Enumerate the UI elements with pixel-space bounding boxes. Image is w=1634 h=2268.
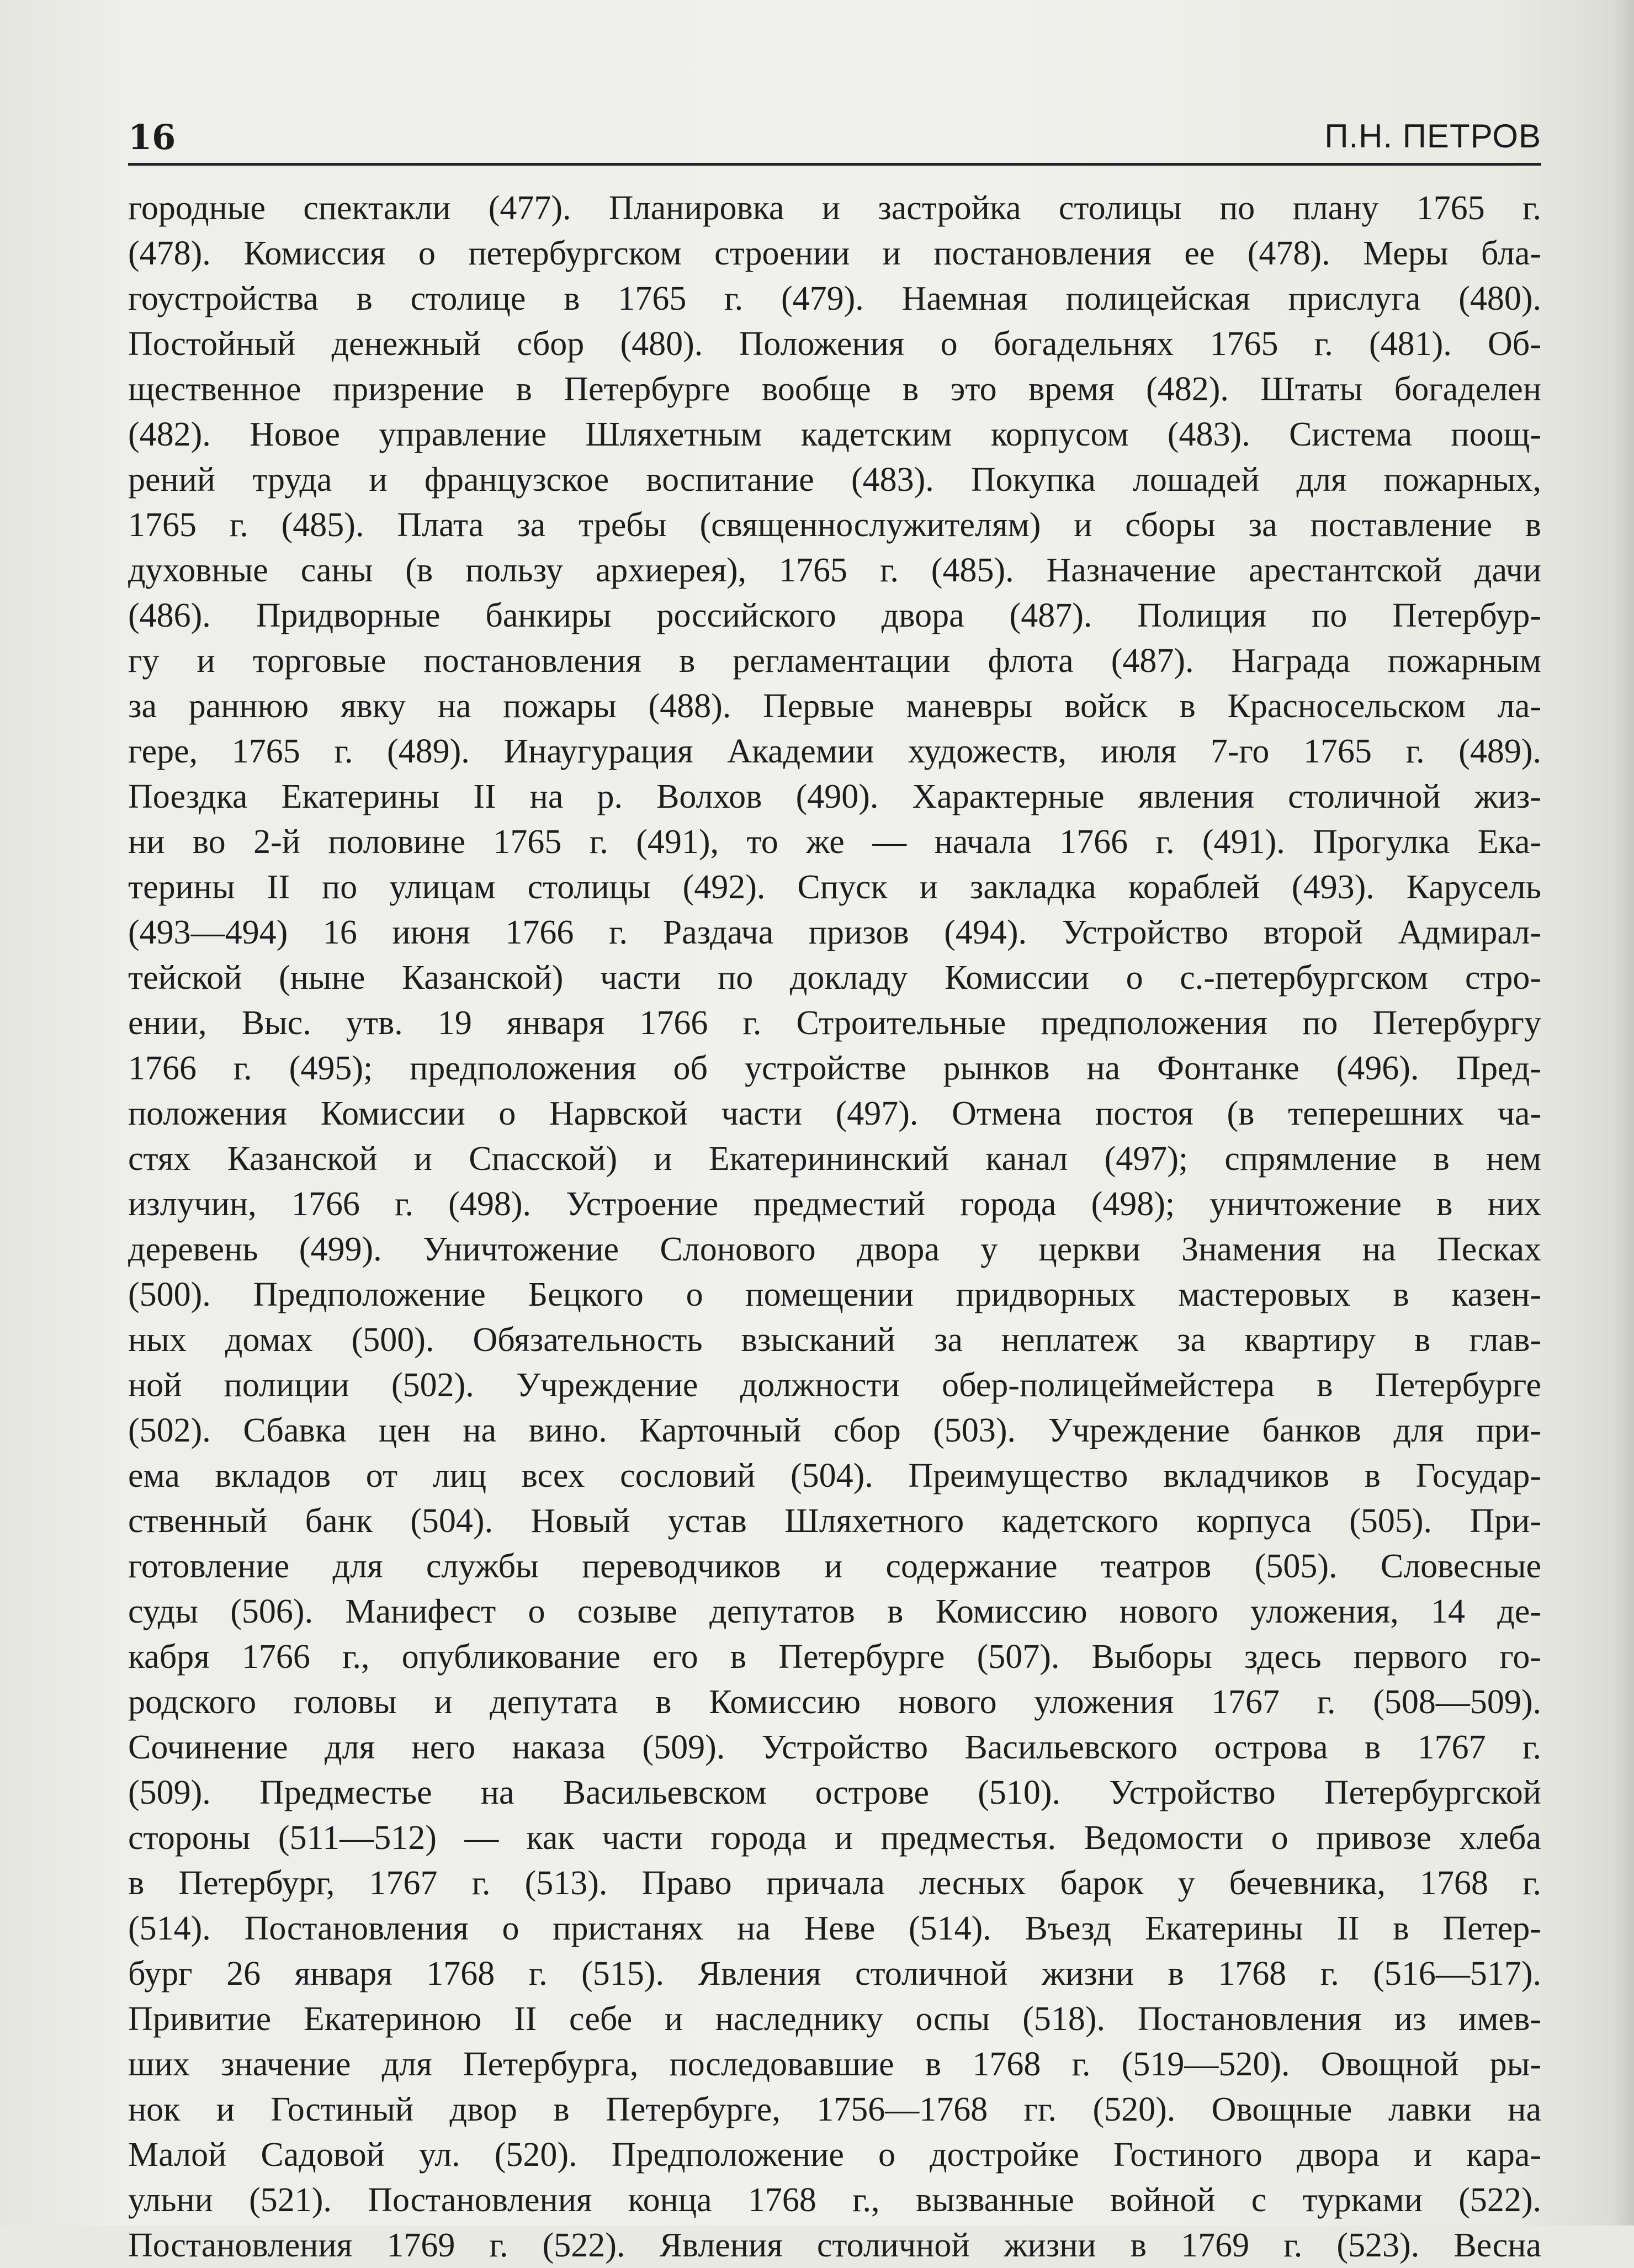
text-line: рений труда и французское воспитание (483). Покупка лошадей для пожарных, — [128, 461, 1541, 499]
text-line: гоустройства в столице в 1765 г. (479). Наемная полицейская прислуга (480). — [128, 280, 1541, 317]
text-line: духовные саны (в пользу архиерея), 1765 г. (485). Назначение арестантской дачи — [128, 552, 1541, 589]
text-line: кабря 1766 г., опубликование его в Петербурге (507). Выборы здесь первого го- — [128, 1638, 1541, 1676]
page-edge-shadow — [1612, 0, 1634, 2225]
text-line: суды (506). Манифест о созыве депутатов в Комиссию нового уложения, 14 де- — [128, 1593, 1541, 1630]
text-line: в Петербург, 1767 г. (513). Право причала лесных барок у бечевника, 1768 г. — [128, 1864, 1541, 1902]
text-line: ной полиции (502). Учреждение должности обер-полицеймейстера в Петербурге — [128, 1366, 1541, 1404]
text-line: деревень (499). Уничтожение Слонового двора у церкви Знамения на Песках — [128, 1231, 1541, 1268]
text-line: ни во 2-й половине 1765 г. (491), то же — начала 1766 г. (491). Прогулка Ека- — [128, 823, 1541, 861]
text-line: (478). Комиссия о петербургском строении и постановления ее (478). Меры бла- — [128, 235, 1541, 272]
text-line: Малой Садовой ул. (520). Предположение о достройке Гостиного двора и кара- — [128, 2136, 1541, 2174]
text-line: за раннюю явку на пожары (488). Первые маневры войск в Красносельском ла- — [128, 687, 1541, 725]
page-number: 16 — [128, 117, 176, 157]
page-header — [128, 110, 1541, 160]
text-line: тейской (ныне Казанской) части по докладу Комиссии о с.-петербургском стро- — [128, 959, 1541, 997]
text-line: 1766 г. (495); предположения об устройстве рынков на Фонтанке (496). Пред- — [128, 1050, 1541, 1087]
text-line: (493—494) 16 июня 1766 г. Раздача призов (494). Устройство второй Адмирал- — [128, 914, 1541, 951]
text-line: ших значение для Петербурга, последовавшие в 1768 г. (519—520). Овощной ры- — [128, 2046, 1541, 2083]
text-line: (500). Предположение Бецкого о помещении придворных мастеровых в казен- — [128, 1276, 1541, 1313]
running-head-author: П.Н. ПЕТРОВ — [1324, 118, 1541, 155]
text-line: городные спектакли (477). Планировка и застройка столицы по плану 1765 г. — [128, 189, 1541, 227]
body-text — [128, 186, 1541, 2268]
text-line: ема вкладов от лиц всех сословий (504). Преимущество вкладчиков в Государ- — [128, 1457, 1541, 1495]
header-rule — [128, 163, 1541, 166]
text-line: излучин, 1766 г. (498). Устроение предместий города (498); уничтожение в них — [128, 1185, 1541, 1223]
text-line: (514). Постановления о пристанях на Неве (514). Въезд Екатерины II в Петер- — [128, 1910, 1541, 1947]
text-line: бург 26 января 1768 г. (515). Явления столичной жизни в 1768 г. (516—517). — [128, 1955, 1541, 1993]
text-line: терины II по улицам столицы (492). Спуск и закладка кораблей (493). Карусель — [128, 868, 1541, 906]
text-line: стях Казанской и Спасской) и Екатерининский канал (497); спрямление в нем — [128, 1140, 1541, 1178]
text-line: Поездка Екатерины II на р. Волхов (490). Характерные явления столичной жиз- — [128, 778, 1541, 815]
text-line: нок и Гостиный двор в Петербурге, 1756—1768 гг. (520). Овощные лавки на — [128, 2091, 1541, 2128]
text-line: ных домах (500). Обязательность взысканий за неплатеж за квартиру в глав- — [128, 1321, 1541, 1359]
text-line: 1765 г. (485). Плата за требы (священнослужителям) и сборы за поставление в — [128, 506, 1541, 544]
text-line: Сочинение для него наказа (509). Устройство Васильевского острова в 1767 г. — [128, 1729, 1541, 1766]
text-line: (502). Сбавка цен на вино. Карточный сбор (503). Учреждение банков для при- — [128, 1412, 1541, 1449]
text-line: (486). Придворные банкиры российского двора (487). Полиция по Петербур- — [128, 597, 1541, 634]
text-line: Постойный денежный сбор (480). Положения о богадельнях 1765 г. (481). Об- — [128, 325, 1541, 363]
text-line: ении, Выс. утв. 19 января 1766 г. Строительные предположения по Петербургу — [128, 1004, 1541, 1042]
text-line: стороны (511—512) — как части города и предместья. Ведомости о привозе хлеба — [128, 1819, 1541, 1857]
text-line: Привитие Екатериною II себе и наследнику оспы (518). Постановления из имев- — [128, 2000, 1541, 2038]
text-line: щественное призрение в Петербурге вообще в это время (482). Штаты богаделен — [128, 370, 1541, 408]
text-line: (509). Предместье на Васильевском острове (510). Устройство Петербургской — [128, 1774, 1541, 1811]
text-line: Постановления 1769 г. (522). Явления столичной жизни в 1769 г. (523). Весна — [128, 2227, 1541, 2264]
text-line: родского головы и депутата в Комиссию нового уложения 1767 г. (508—509). — [128, 1683, 1541, 1721]
text-line: гере, 1765 г. (489). Инаугурация Академии художеств, июля 7-го 1765 г. (489). — [128, 733, 1541, 770]
text-line: положения Комиссии о Нарвской части (497). Отмена постоя (в теперешних ча- — [128, 1095, 1541, 1132]
text-line: гу и торговые постановления в регламентации флота (487). Награда пожарным — [128, 642, 1541, 680]
text-line: ульни (521). Постановления конца 1768 г., вызванные войной с турками (522). — [128, 2181, 1541, 2219]
text-line: готовление для службы переводчиков и содержание театров (505). Словесные — [128, 1548, 1541, 1585]
text-line: ственный банк (504). Новый устав Шляхетного кадетского корпуса (505). При- — [128, 1502, 1541, 1540]
text-line: (482). Новое управление Шляхетным кадетским корпусом (483). Система поощ- — [128, 416, 1541, 453]
